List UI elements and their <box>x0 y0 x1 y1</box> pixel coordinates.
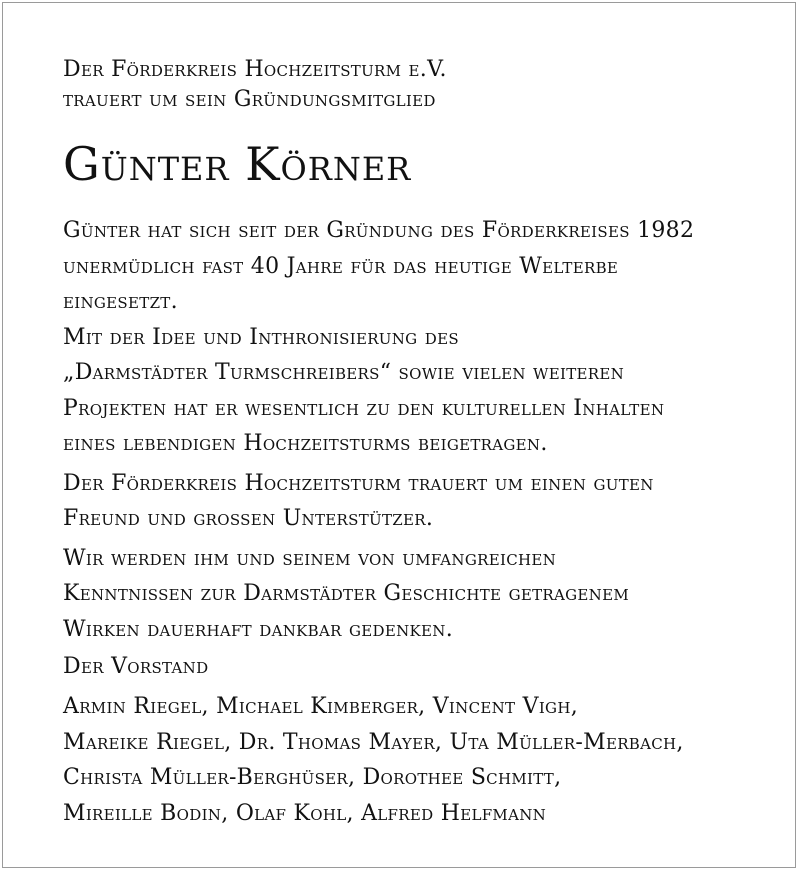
member-line: Mareike Riegel, Dr. Thomas Mayer, Uta Müller-Merbach, <box>63 729 684 755</box>
board-label: Der Vorstand <box>63 654 209 679</box>
member-line: Armin Riegel, Michael Kimberger, Vincent Vigh, <box>63 694 579 719</box>
text-line: Wir werden ihm und seinem von umfangreichen <box>63 545 557 571</box>
paragraph-remembrance <box>63 541 763 648</box>
paragraph-mourning <box>63 466 763 537</box>
deceased-name: Günter Körner <box>63 137 412 191</box>
text-line: Wirken dauerhaft dankbar gedenken. <box>63 616 454 642</box>
text-line: Projekten hat er wesentlich zu den kulturellen Inhalten <box>63 395 665 421</box>
paragraph-tribute <box>63 213 763 462</box>
member-line: Christa Müller-Berghüser, Dorothee Schmitt, <box>63 765 562 790</box>
text-line: Der Förderkreis Hochzeitsturm trauert um einen guten <box>63 470 654 496</box>
text-line: „Darmstädter Turmschreibers“ sowie vielen weiteren <box>63 360 625 385</box>
text-line: Günter hat sich seit der Gründung des Förderkreises 1982 <box>63 218 695 243</box>
text-line: Freund und grossen Unterstützer. <box>63 506 434 531</box>
intro-block <box>63 55 447 115</box>
text-line: unermüdlich fast 40 Jahre für das heutige Welterbe <box>63 253 619 279</box>
obituary-notice <box>2 2 796 868</box>
text-line: Mit der Idee und Inthronisierung des <box>63 324 459 350</box>
text-line: eingesetzt. <box>63 289 178 314</box>
board-members <box>63 689 684 831</box>
text-line: eines lebendigen Hochzeitsturms beigetragen. <box>63 431 548 456</box>
obituary-text <box>63 213 763 651</box>
mourning-subtitle: trauert um sein Gründungsmitglied <box>63 87 436 112</box>
text-line: Kenntnissen zur Darmstädter Geschichte getragenem <box>63 581 630 606</box>
organization-name: Der Förderkreis Hochzeitsturm e.V. <box>63 57 447 82</box>
member-line: Mireille Bodin, Olaf Kohl, Alfred Helfmann <box>63 800 547 826</box>
